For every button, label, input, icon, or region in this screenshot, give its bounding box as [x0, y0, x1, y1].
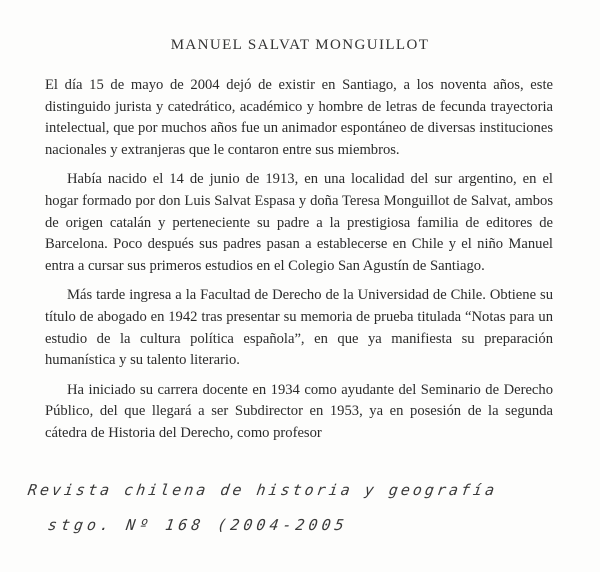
paragraph-4: Ha iniciado su carrera docente en 1934 como ayudante del Seminario de Derecho Público, del que llegará a ser Subdirector en 1953, ya en posesión de la segunda cátedra de Historia del Derecho, como profesor — [45, 381, 553, 441]
handwritten-source-line-1: Revista chilena de historia y geografía — [26, 481, 499, 499]
paragraph-1: El día 15 de mayo de 2004 dejó de existir en Santiago, a los noventa años, este distinguido jurista y catedrático, académico y hombre de letras de fecunda trayectoria intelectual, que por muchos años fue un animador espontáneo de diversas instituciones nacionales y extranjeras que le contaron entre sus miembros. — [45, 77, 553, 158]
paragraph-3: Más tarde ingresa a la Facultad de Derecho de la Universidad de Chile. Obtiene su título de abogado en 1942 tras presentar su memoria de prueba titulada “Notas para un estudio de la cultura política española”, en que ya manifiesta su preparación humanística y su talento literario. — [45, 287, 553, 369]
paragraph-2: Había nacido el 14 de junio de 1913, en una localidad del sur argentino, en el hogar formado por don Luis Salvat Espasa y doña Teresa Monguillot de Salvat, ambos de origen catalán y perteneciente su padre a la prestigiosa familia de editores de Barcelona. Poco después sus padres pasan a establecerse en Chile y el niño Manuel entra a cursar sus primeros estudios en el Colegio San Agustín de Santiago. — [45, 171, 553, 274]
handwritten-source-line-2: stgo. Nº 168 (2004-2005 — [46, 516, 349, 534]
article-body — [45, 75, 553, 453]
page-title: MANUEL SALVAT MONGUILLOT — [170, 37, 430, 53]
